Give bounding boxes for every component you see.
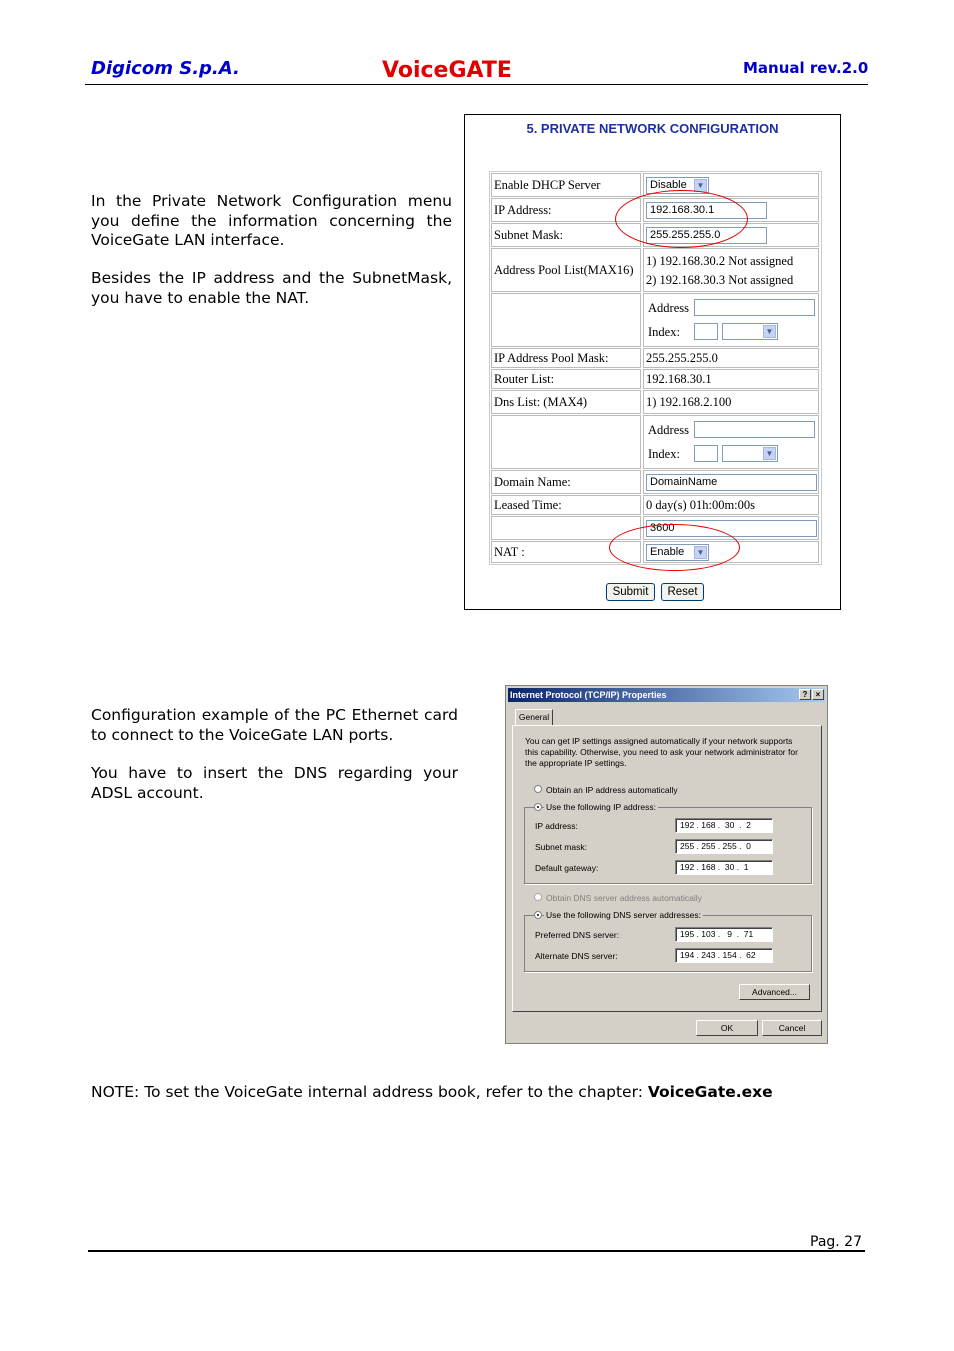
table-row xyxy=(490,293,821,347)
pool-entry-2: 2) 192.168.30.3 Not assigned xyxy=(646,273,794,287)
intro-paragraph-2: Besides the IP address and the SubnetMask, you have to enable the NAT. xyxy=(91,269,452,307)
default-gateway-field[interactable]: 192 . 168 . 30 . 1 xyxy=(675,860,773,875)
obtain-ip-auto-radio[interactable] xyxy=(534,785,542,793)
description-line-3: the appropriate IP settings. xyxy=(525,758,627,768)
subnet-mask-input[interactable]: 255.255.255.0 xyxy=(646,227,767,244)
chevron-down-icon: ▼ xyxy=(763,325,776,338)
obtain-dns-auto-label: Obtain DNS server address automatically xyxy=(546,893,702,903)
subnet-mask-field[interactable]: 255 . 255 . 255 . 0 xyxy=(675,839,773,854)
dhcp-label: Enable DHCP Server xyxy=(491,173,641,197)
ip-address-field[interactable]: 192 . 168 . 30 . 2 xyxy=(675,818,773,833)
note-chapter-name: VoiceGate.exe xyxy=(647,1083,773,1101)
nat-select[interactable]: Enable ▼ xyxy=(646,544,709,561)
table-row xyxy=(490,415,821,469)
chevron-down-icon: ▼ xyxy=(694,179,707,192)
table-row xyxy=(490,470,821,494)
alternate-dns-field[interactable]: 194 . 243 . 154 . 62 xyxy=(675,948,773,963)
pool-mask-label: IP Address Pool Mask: xyxy=(491,348,641,368)
company-name: Digicom S.p.A. xyxy=(91,58,240,79)
highlight-circle-nat xyxy=(609,524,740,571)
dns-address-label: Address xyxy=(648,423,689,437)
dialog-title-bar xyxy=(508,688,825,702)
pool-address-input[interactable] xyxy=(694,299,815,316)
leased-time-value: 0 day(s) 01h:00m:00s xyxy=(643,495,819,515)
panel-title: 5. PRIVATE NETWORK CONFIGURATION xyxy=(526,121,779,136)
table-row xyxy=(490,348,821,368)
use-following-dns-label: Use the following DNS server addresses: xyxy=(546,910,701,920)
private-network-config-panel xyxy=(464,114,841,610)
pool-index-select[interactable] xyxy=(722,323,778,340)
router-list-label: Router List: xyxy=(491,369,641,389)
reset-button[interactable]: Reset xyxy=(661,583,704,601)
close-icon[interactable]: × xyxy=(812,689,824,700)
obtain-ip-auto-label: Obtain an IP address automatically xyxy=(546,785,678,795)
chevron-down-icon: ▼ xyxy=(763,447,776,460)
use-following-dns-radio[interactable] xyxy=(534,911,542,919)
preferred-dns-label: Preferred DNS server: xyxy=(535,930,620,940)
product-title: VoiceGATE xyxy=(382,58,512,83)
subnet-mask-label: Subnet mask: xyxy=(535,842,587,852)
help-icon[interactable]: ? xyxy=(799,689,811,700)
chevron-down-icon: ▼ xyxy=(694,546,707,559)
pool-index-label: Index: xyxy=(648,325,680,339)
cancel-button[interactable]: Cancel xyxy=(762,1020,822,1036)
intro-paragraph-1: In the Private Network Configuration menu you define the information concerning the VoiceGate LAN interface. xyxy=(91,192,452,249)
dns-list-label: Dns List: (MAX4) xyxy=(491,390,641,414)
pc-config-paragraph-2: You have to insert the DNS regarding your ADSL account. xyxy=(91,764,458,802)
advanced-button[interactable]: Advanced... xyxy=(739,984,810,1000)
dialog-title: Internet Protocol (TCP/IP) Properties xyxy=(510,690,667,700)
obtain-dns-auto-radio[interactable] xyxy=(534,893,542,901)
description-line-2: this capability. Otherwise, you need to ask your network administrator for xyxy=(525,747,798,757)
nat-label: NAT : xyxy=(491,541,641,563)
footer-divider xyxy=(88,1250,865,1252)
table-row xyxy=(490,369,821,389)
use-following-ip-radio[interactable] xyxy=(534,803,542,811)
pool-mask-value: 255.255.255.0 xyxy=(643,348,819,368)
dns-index-label: Index: xyxy=(648,447,680,461)
note-paragraph xyxy=(91,1083,773,1101)
dns-group-box xyxy=(524,915,812,972)
manual-revision: Manual rev.2.0 xyxy=(743,59,869,77)
dns-list-value: 1) 192.168.2.100 xyxy=(643,390,819,414)
default-gateway-label: Default gateway: xyxy=(535,863,599,873)
ip-label: IP Address: xyxy=(491,198,641,222)
ip-input[interactable]: 192.168.30.1 xyxy=(646,202,767,219)
ip-address-label: IP address: xyxy=(535,821,578,831)
submit-button[interactable]: Submit xyxy=(606,583,655,601)
table-row xyxy=(490,390,821,414)
pool-entry-1: 1) 192.168.30.2 Not assigned xyxy=(646,254,794,268)
header-divider xyxy=(85,84,868,85)
alternate-dns-label: Alternate DNS server: xyxy=(535,951,618,961)
table-row xyxy=(490,248,821,292)
ok-button[interactable]: OK xyxy=(696,1020,758,1036)
tcpip-properties-dialog xyxy=(505,685,828,1044)
leased-time-input[interactable]: 3600 xyxy=(646,520,817,537)
subnet-mask-label: Subnet Mask: xyxy=(491,223,641,247)
dns-index-select[interactable] xyxy=(722,445,778,462)
description-line-1: You can get IP settings assigned automatically if your network supports xyxy=(525,736,793,746)
dns-index-input[interactable] xyxy=(694,445,718,462)
highlight-circle-ip xyxy=(615,190,748,248)
domain-name-label: Domain Name: xyxy=(491,470,641,494)
page-number: Pag. 27 xyxy=(810,1234,862,1250)
table-row xyxy=(490,495,821,515)
domain-name-input[interactable]: DomainName xyxy=(646,474,817,491)
preferred-dns-field[interactable]: 195 . 103 . 9 . 71 xyxy=(675,927,773,942)
use-following-ip-label: Use the following IP address: xyxy=(546,802,656,812)
note-text: NOTE: To set the VoiceGate internal address book, refer to the chapter: xyxy=(91,1083,648,1101)
pool-index-input[interactable] xyxy=(694,323,718,340)
tab-general[interactable]: General xyxy=(515,709,553,725)
pool-list-label: Address Pool List(MAX16) xyxy=(491,248,641,292)
pool-address-label: Address xyxy=(648,301,689,315)
pc-config-paragraph-1: Configuration example of the PC Ethernet card to connect to the VoiceGate LAN ports. xyxy=(91,706,458,744)
dns-address-input[interactable] xyxy=(694,421,815,438)
dhcp-select[interactable]: Disable ▼ xyxy=(646,177,709,194)
leased-time-label: Leased Time: xyxy=(491,495,641,515)
router-list-value: 192.168.30.1 xyxy=(643,369,819,389)
